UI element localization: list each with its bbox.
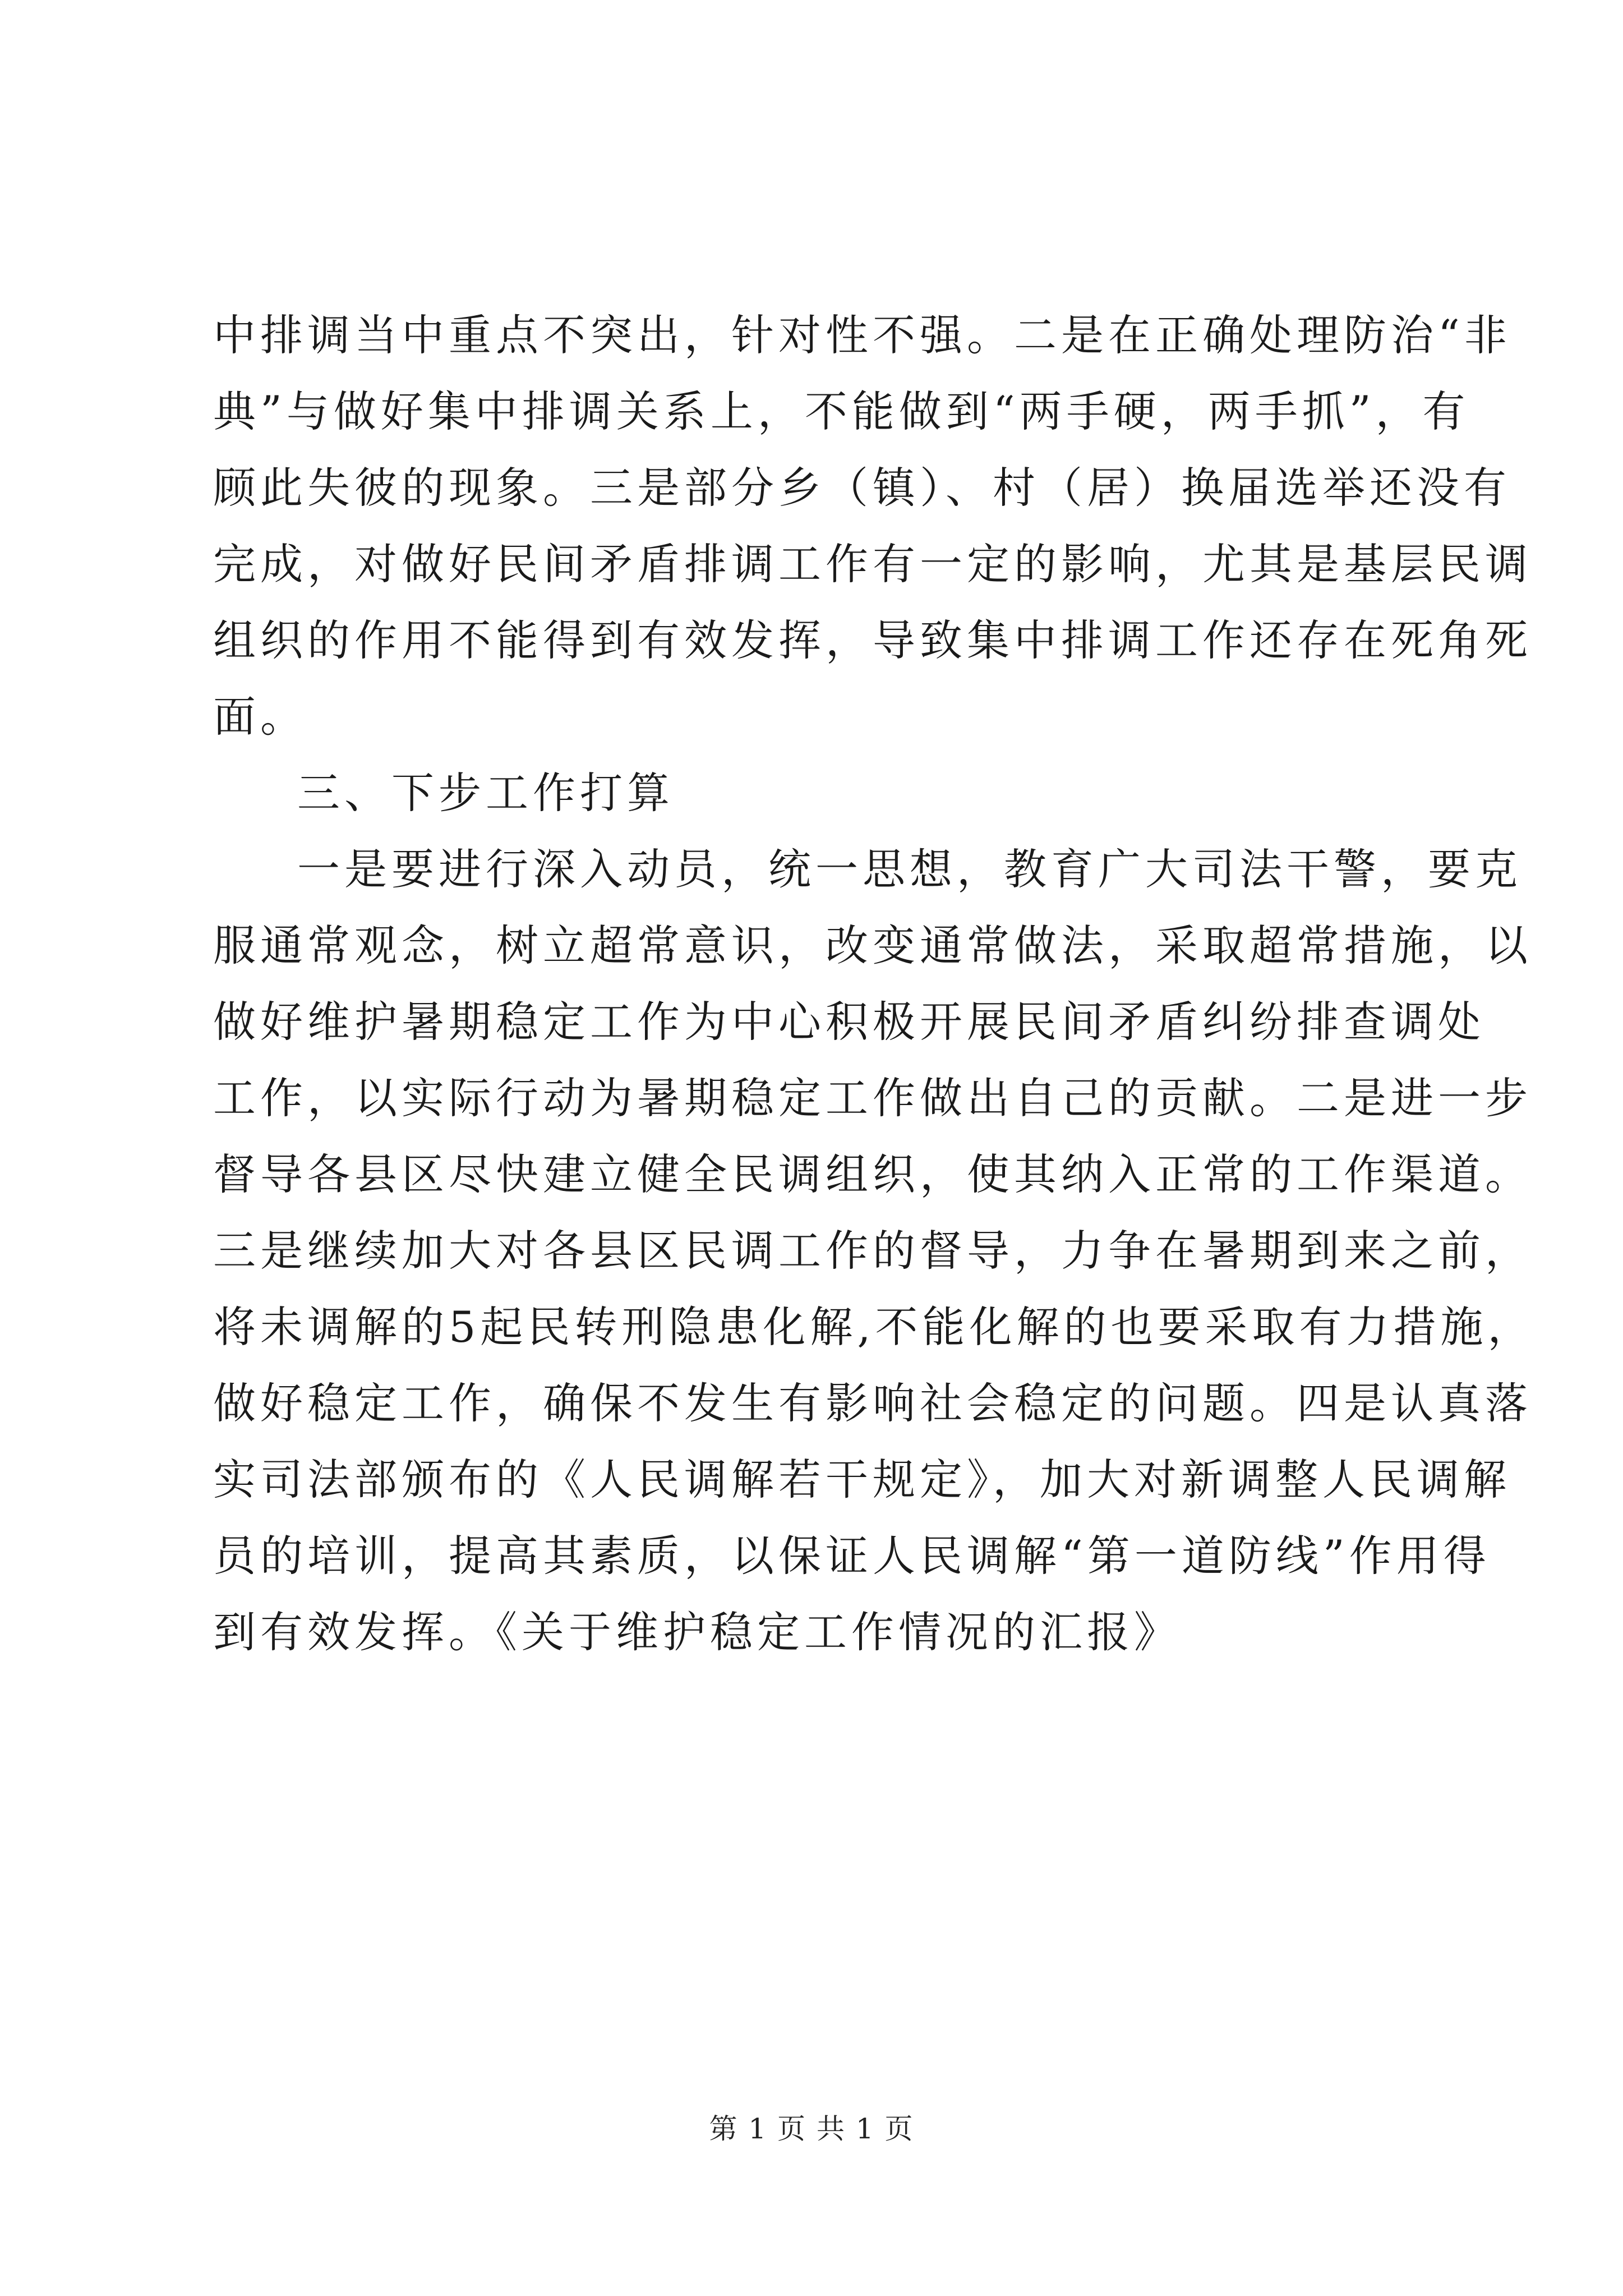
text-line-15: 做好稳定工作，确保不发生有影响社会稳定的问题。四是认真落 [213, 1378, 1532, 1428]
text-line-17: 员的培训，提高其素质，以保证人民调解“第一道防线”作用得 [213, 1531, 1491, 1581]
section-heading: 三、下步工作打算 [297, 768, 674, 818]
page-number-label: 第 1 页 共 1 页 [709, 2113, 914, 2145]
text-line-13: 三是继续加大对各县区民调工作的督导，力争在暑期到来之前， [213, 1226, 1532, 1276]
text-line-12: 督导各县区尽快建立健全民调组织，使其纳入正常的工作渠道。 [213, 1149, 1532, 1199]
text-line-11: 工作，以实际行动为暑期稳定工作做出自己的贡献。二是进一步 [213, 1073, 1532, 1123]
text-line-9: 服通常观念，树立超常意识，改变通常做法，采取超常措施，以 [213, 921, 1532, 970]
text-line-2: 典”与做好集中排调关系上，不能做到“两手硬，两手抓”，有 [213, 386, 1470, 436]
text-line-5: 组织的作用不能得到有效发挥，导致集中排调工作还存在死角死 [213, 615, 1532, 665]
text-line-3: 顾此失彼的现象。三是部分乡（镇）、村（居）换届选举还没有 [213, 463, 1511, 513]
document-body [213, 297, 1535, 1671]
text-line-10: 做好维护暑期稳定工作为中心积极开展民间矛盾纠纷排查调处 [213, 997, 1485, 1047]
text-line-6: 面。 [213, 692, 307, 742]
text-line-14: 将未调解的5起民转刑隐患化解,不能化解的也要采取有力措施， [213, 1302, 1535, 1352]
text-line-18: 到有效发挥。《关于维护稳定工作情况的汇报》 [213, 1607, 1181, 1657]
text-line-16: 实司法部颁布的《人民调解若干规定》，加大对新调整人民调解 [213, 1455, 1511, 1504]
text-line-4: 完成，对做好民间矛盾排调工作有一定的影响，尤其是基层民调 [213, 539, 1532, 589]
page-footer [0, 2109, 1623, 2148]
text-line-8: 一是要进行深入动员，统一思想，教育广大司法干警，要克 [297, 844, 1522, 894]
text-line-1: 中排调当中重点不突出，针对性不强。二是在正确处理防治“非 [213, 310, 1511, 360]
